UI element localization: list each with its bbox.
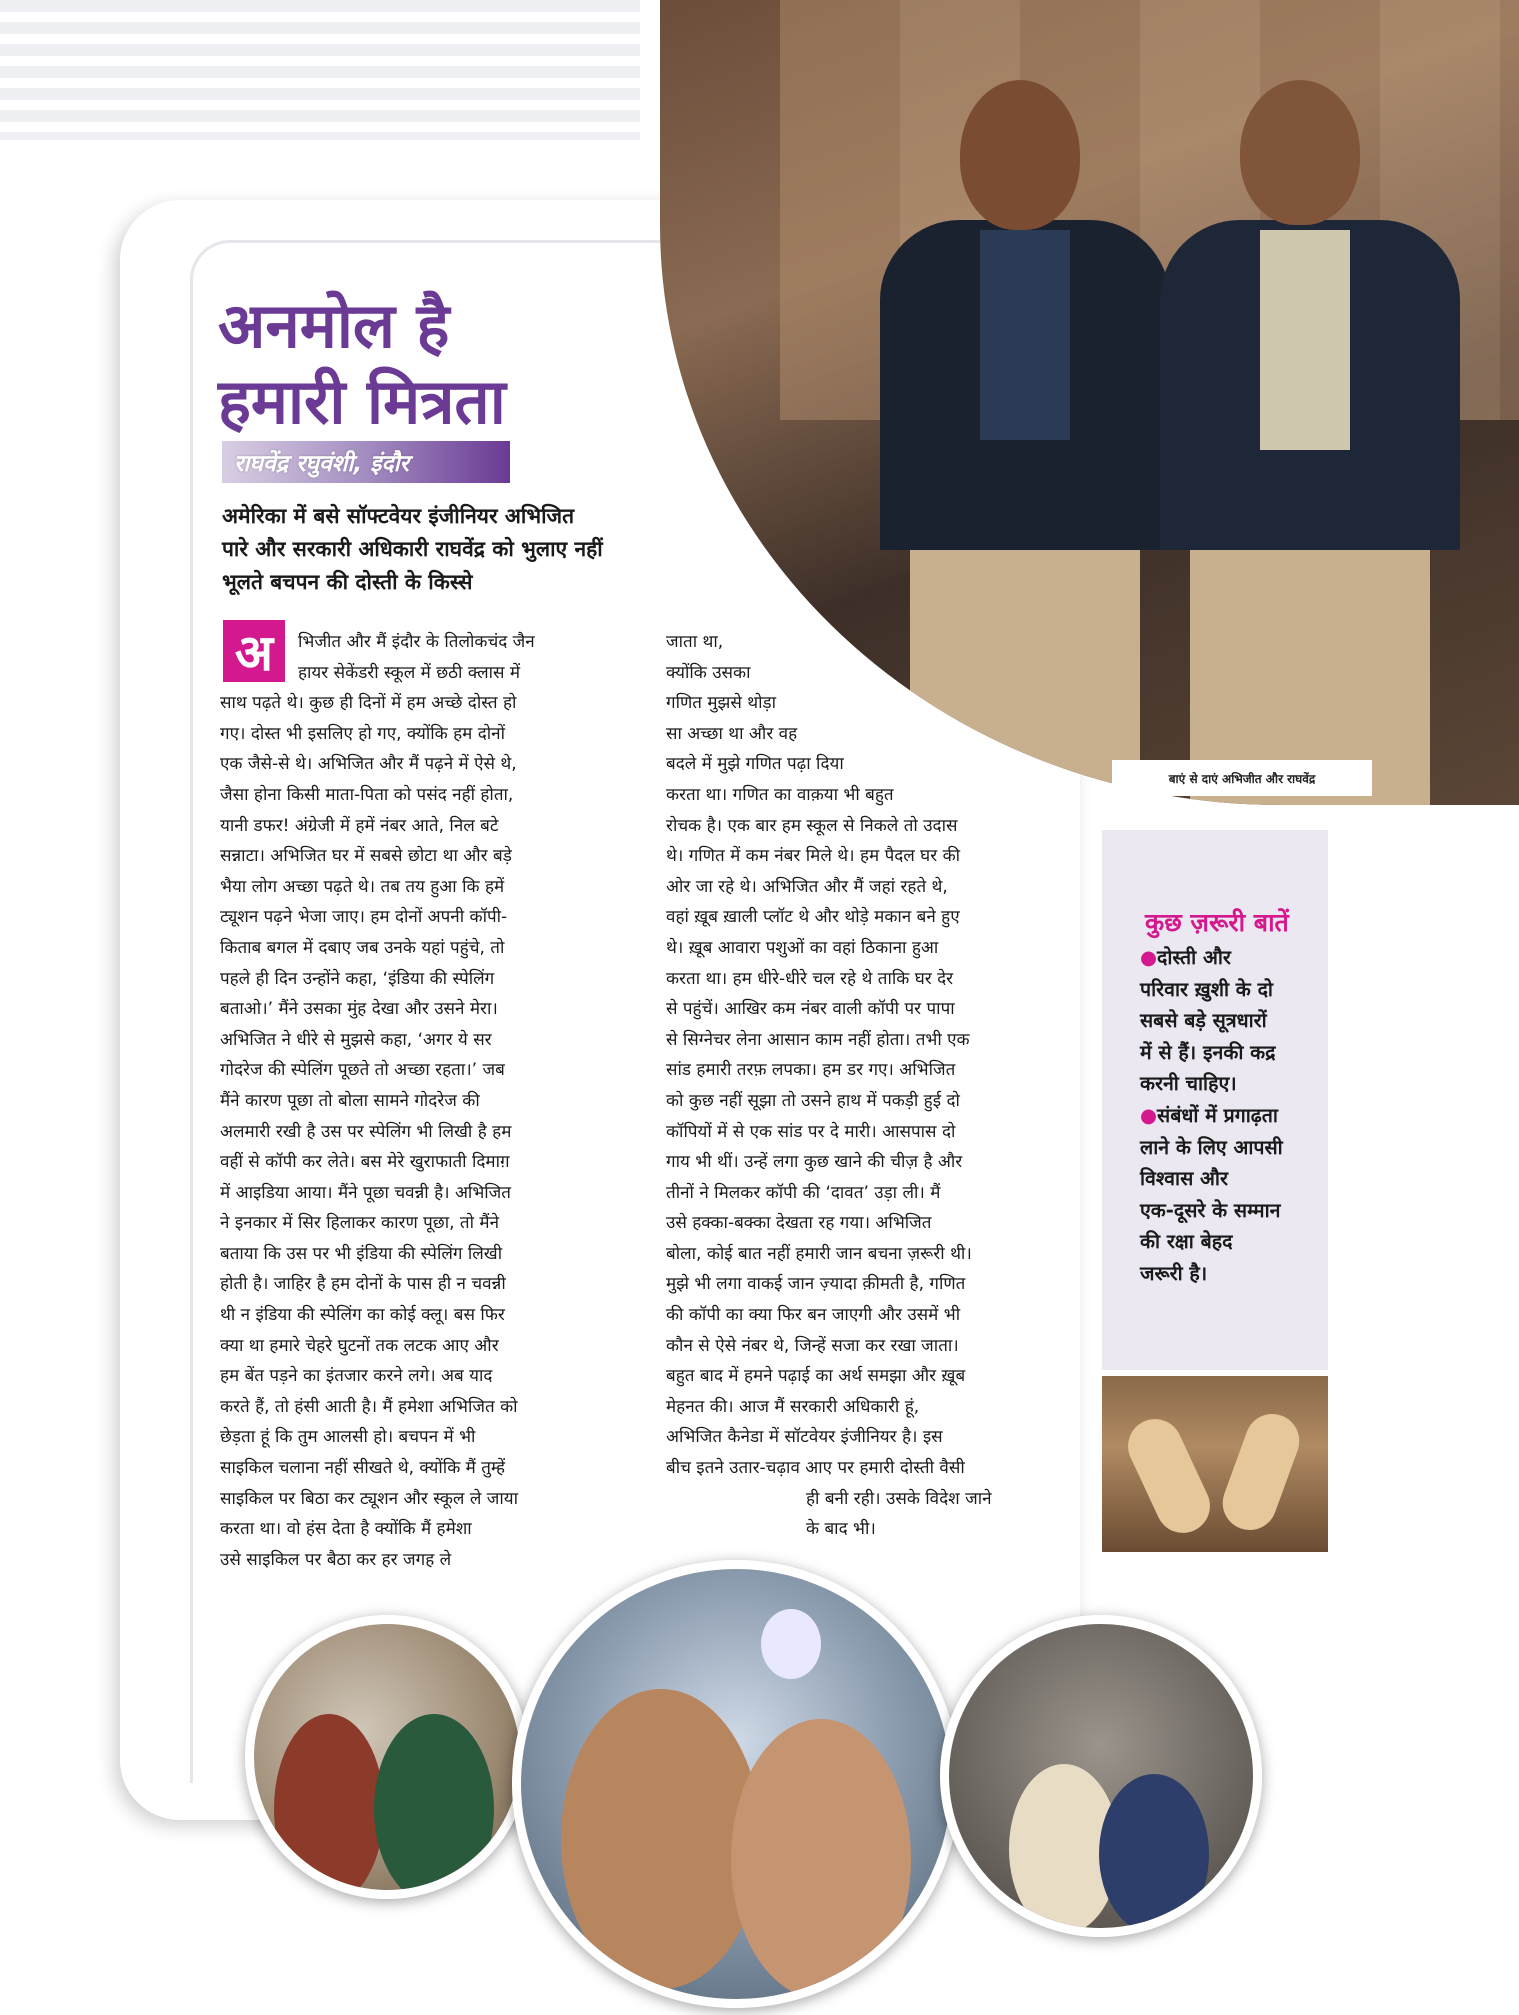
text-line: बीच इतने उतार-चढ़ाव आए पर हमारी दोस्ती वैसी	[666, 1458, 965, 1479]
text-line: क्योंकि उसका	[666, 662, 751, 683]
text-line: गाय भी थीं। उन्हें लगा कुछ खाने की चीज़ है और	[666, 1152, 963, 1173]
sidebar-line-text: की रक्षा बेहद	[1140, 1230, 1233, 1254]
text-line: यानी डफर! अंग्रेजी में हमें नंबर आते, निल बटे	[220, 815, 499, 836]
title-line-1: अनमोल है	[218, 289, 450, 362]
article-column-2	[666, 627, 1086, 1545]
sidebar-line	[1140, 974, 1340, 1006]
text-line: मेहनत की। आज मैं सरकारी अधिकारी हूं,	[666, 1396, 920, 1417]
text-line: करता था। गणित का वाक़या भी बहुत	[666, 784, 894, 805]
text-line: तीनों ने मिलकर कॉपी की ‘दावत’ उड़ा ली। मैं	[666, 1182, 941, 1203]
text-line: गणित मुझसे थोड़ा	[666, 693, 777, 714]
bullet-icon: ●	[1140, 946, 1158, 969]
text-line: ही बनी रही। उसके विदेश जाने	[806, 1488, 992, 1509]
text-line: अलमारी रखी है उस पर स्पेलिंग भी लिखी है हम	[220, 1121, 512, 1142]
text-line: किताब बगल में दबाए जब उनके यहां पहुंचे, तो	[220, 937, 505, 958]
text-line: भैया लोग अच्छा पढ़ते थे। तब तय हुआ कि हमें	[220, 876, 505, 897]
photo-friends-laughing	[245, 1615, 529, 1899]
decorative-stripes	[0, 0, 640, 140]
sidebar-line	[1140, 1163, 1340, 1195]
sidebar-line-text: लाने के लिए आपसी	[1140, 1135, 1283, 1159]
sidebar-line-text: जरूरी है।	[1140, 1261, 1208, 1285]
text-line: ओर जा रहे थे। अभिजित और मैं जहां रहते थे,	[666, 876, 948, 897]
text-line: कौन से ऐसे नंबर थे, जिन्हें सजा कर रखा जाता।	[666, 1335, 959, 1356]
sidebar-line-text: में से हैं। इनकी कद्र	[1140, 1040, 1276, 1064]
intro-line: पारे और सरकारी अधिकारी राघवेंद्र को भुलाए नहीं	[222, 537, 603, 561]
sidebar-line-text: एक-दूसरे के सम्मान	[1140, 1198, 1281, 1222]
wooden-figures-image	[1102, 1376, 1328, 1552]
sidebar-line	[1140, 1100, 1340, 1132]
text-line: करते हैं, तो हंसी आती है। मैं हमेशा अभिजित को	[220, 1396, 518, 1417]
author-byline	[210, 441, 510, 483]
sidebar-heading: कुछ ज़रूरी बातें	[1145, 908, 1289, 937]
text-line: ने इनकार में सिर हिलाकर कारण पूछा, तो मैंने	[220, 1213, 500, 1234]
text-line: क्या था हमारे चेहरे घुटनों तक लटक आए और	[220, 1335, 499, 1356]
text-line: साइकिल चलाना नहीं सीखते थे, क्योंकि मैं तुम्हें	[220, 1458, 506, 1479]
sidebar-line	[1140, 1037, 1340, 1069]
text-line: मैंने कारण पूछा तो बोला सामने गोदरेज की	[220, 1090, 480, 1111]
text-line: साइकिल पर बिठा कर ट्यूशन और स्कूल ले जाया	[220, 1488, 519, 1509]
bullet-icon: ●	[1140, 1103, 1158, 1127]
text-line: सा अच्छा था और वह	[666, 723, 798, 744]
photo-friends-celebrating	[512, 1560, 960, 2008]
text-line: वहीं से कॉपी कर लेते। बस मेरे खुराफाती दिमाग़	[220, 1152, 510, 1173]
intro-line: अमेरिका में बसे सॉफ्टवेयर इंजीनियर अभिजित	[222, 504, 575, 528]
text-line: सांड हमारी तरफ़ लपका। हम डर गए। अभिजित	[666, 1060, 956, 1081]
text-line: को कुछ नहीं सूझा तो उसने हाथ में पकड़ी हुई दो	[666, 1090, 960, 1111]
text-line: से सिग्नेचर लेना आसान काम नहीं होता। तभी एक	[666, 1029, 970, 1050]
text-line: साथ पढ़ते थे। कुछ ही दिनों में हम अच्छे दोस्त हो	[220, 693, 517, 714]
sidebar-line-text: सबसे बड़े सूत्रधारों	[1140, 1009, 1267, 1033]
text-line: मुझे भी लगा वाकई जान ज़्यादा क़ीमती है, गणित	[666, 1274, 966, 1295]
drop-cap: अ	[223, 620, 285, 682]
article-title	[218, 288, 638, 440]
text-line: से पहुंचें। आखिर कम नंबर वाली कॉपी पर पापा	[666, 999, 955, 1020]
sidebar-line	[1140, 1258, 1340, 1290]
sidebar-line	[1140, 1132, 1340, 1164]
text-line: ट्यूशन पढ़ने भेजा जाए। हम दोनों अपनी कॉपी-	[220, 907, 508, 928]
text-line: में आइडिया आया। मैंने पूछा चवन्नी है। अभिजित	[220, 1182, 511, 1203]
text-line: बदले में मुझे गणित पढ़ा दिया	[666, 754, 844, 775]
text-line: बताया कि उस पर भी इंडिया की स्पेलिंग लिखी	[220, 1243, 503, 1264]
text-line: हम बेंत पड़ने का इंतजार करने लगे। अब याद	[220, 1366, 493, 1387]
text-line: बहुत बाद में हमने पढ़ाई का अर्थ समझा और ख़ूब	[666, 1366, 966, 1387]
sidebar-line	[1140, 942, 1340, 974]
text-line: अभिजित ने धीरे से मुझसे कहा, ‘अगर ये सर	[220, 1029, 492, 1050]
text-line: गोदरेज की स्पेलिंग पूछते तो अच्छा रहता।’ जब	[220, 1060, 505, 1081]
sidebar-line-text: संबंधों में प्रगाढ़ता	[1157, 1103, 1278, 1127]
text-line: होती है। जाहिर है हम दोनों के पास ही न चवन्नी	[220, 1274, 506, 1295]
text-line: जैसा होना किसी माता-पिता को पसंद नहीं होता,	[220, 784, 514, 805]
text-line: थे। ख़ूब आवारा पशुओं का वहां ठिकाना हुआ	[666, 937, 939, 958]
article-column-1	[220, 627, 630, 1575]
sidebar-line-text: परिवार ख़ुशी के दो	[1140, 977, 1273, 1001]
text-line: बोला, कोई बात नहीं हमारी जान बचना ज़रूरी थी।	[666, 1243, 972, 1264]
text-line: कॉपियों में से एक सांड पर दे मारी। आसपास दो	[666, 1121, 956, 1142]
text-line: छेड़ता हूं कि तुम आलसी हो। बचपन में भी	[220, 1427, 476, 1448]
text-line: पहले ही दिन उन्होंने कहा, ‘इंडिया की स्पेलिंग	[220, 968, 495, 989]
text-line: एक जैसे-से थे। अभिजित और मैं पढ़ने में ऐसे थे,	[220, 754, 517, 775]
text-line: के बाद भी।	[806, 1519, 876, 1540]
text-line: थी न इंडिया की स्पेलिंग का कोई क्लू। बस फिर	[220, 1305, 505, 1326]
text-line: अभिजित कैनेडा में सॉटवेयर इंजीनियर है। इस	[666, 1427, 943, 1448]
sidebar-line-text: करनी चाहिए।	[1140, 1072, 1237, 1096]
text-line: उसे साइकिल पर बैठा कर हर जगह ले	[220, 1549, 452, 1570]
sidebar-line	[1140, 1005, 1340, 1037]
text-line: उसे हक्का-बक्का देखता रह गया। अभिजित	[666, 1213, 932, 1234]
text-line: भिजीत और मैं इंदौर के तिलोकचंद जैन	[298, 632, 535, 652]
photo-caption: बाएं से दाएं अभिजीत और राघवेंद्र	[1112, 760, 1372, 796]
sidebar-line-text: दोस्ती और	[1157, 946, 1231, 969]
text-line: सन्नाटा। अभिजित घर में सबसे छोटा था और बड़े	[220, 846, 512, 867]
text-line: रोचक है। एक बार हम स्कूल से निकले तो उदास	[666, 815, 958, 836]
text-line: करता था। हम धीरे-धीरे चल रहे थे ताकि घर देर	[666, 968, 954, 989]
author-name: राघवेंद्र रघुवंशी, इंदौर	[234, 451, 409, 477]
sidebar-line	[1140, 1195, 1340, 1227]
text-line: थे। गणित में कम नंबर मिले थे। हम पैदल घर की	[666, 846, 961, 867]
text-line: करता था। वो हंस देता है क्योंकि मैं हमेशा	[220, 1519, 472, 1540]
sidebar-text	[1140, 942, 1340, 1290]
sidebar-line	[1140, 1068, 1340, 1100]
intro-line: भूलते बचपन की दोस्ती के किस्से	[222, 570, 473, 594]
text-line: जाता था,	[666, 632, 724, 652]
text-line: की कॉपी का क्या फिर बन जाएगी और उसमें भी	[666, 1305, 961, 1326]
title-line-2: हमारी मित्रता	[218, 365, 506, 438]
text-line: हायर सेकेंडरी स्कूल में छठी क्लास में	[298, 662, 521, 683]
text-line: बताओ।’ मैंने उसका मुंह देखा और उसने मेरा।	[220, 999, 498, 1020]
text-line: गए। दोस्त भी इसलिए हो गए, क्योंकि हम दोनों	[220, 723, 505, 744]
sidebar-line-text: विश्वास और	[1140, 1167, 1228, 1191]
article-intro	[222, 500, 722, 599]
photo-friends-sitting	[940, 1615, 1262, 1937]
text-line: वहां ख़ूब ख़ाली प्लॉट थे और थोड़े मकान बने हुए	[666, 907, 960, 928]
sidebar-line	[1140, 1226, 1340, 1258]
